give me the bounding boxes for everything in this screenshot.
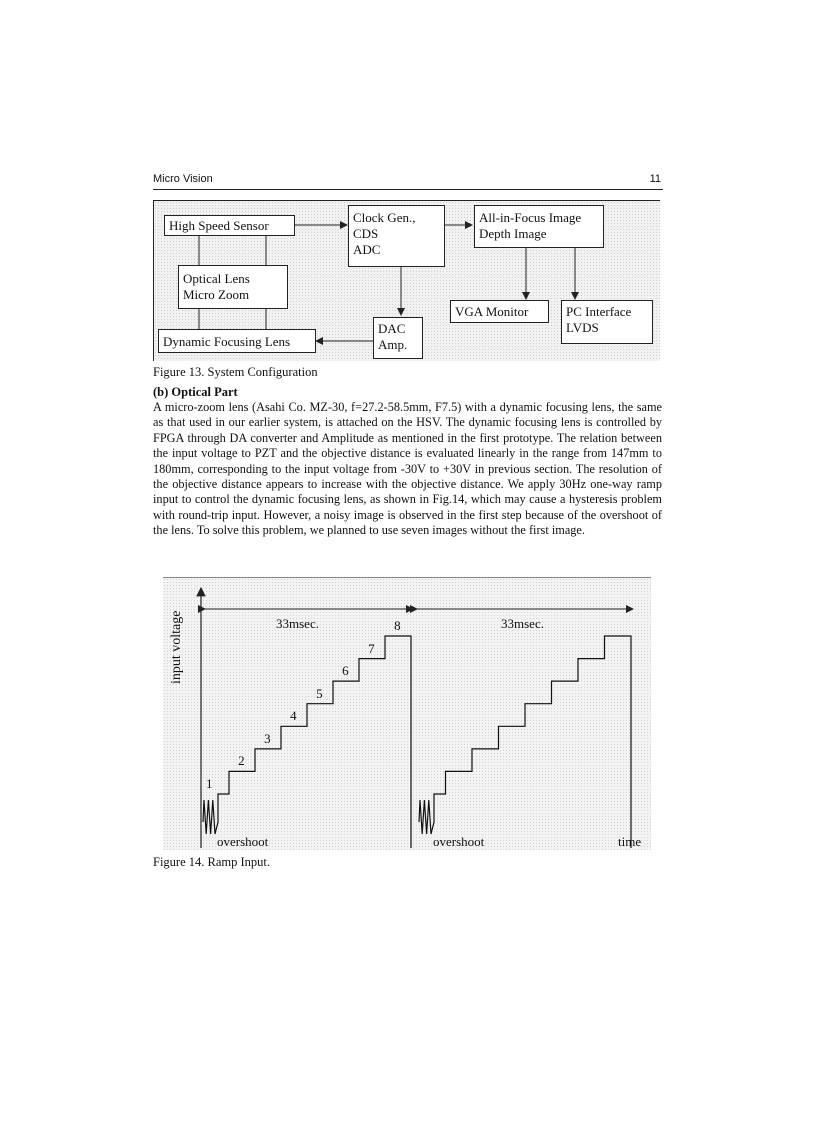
running-title: Micro Vision bbox=[153, 173, 213, 185]
cds-label: CDS bbox=[353, 226, 379, 241]
ramp-input-chart bbox=[163, 577, 651, 850]
section-title: (b) Optical Part bbox=[153, 385, 238, 399]
dynamic-focusing-lens-label: Dynamic Focusing Lens bbox=[163, 334, 291, 349]
high-speed-sensor-label: High Speed Sensor bbox=[169, 218, 269, 233]
step-number-8: 8 bbox=[394, 618, 401, 633]
high-speed-sensor-box bbox=[164, 215, 295, 236]
step-number-2: 2 bbox=[238, 753, 245, 769]
vga-monitor-label: VGA Monitor bbox=[455, 304, 529, 319]
all-in-focus-label: All-in-Focus Image bbox=[479, 210, 582, 225]
micro-zoom-label: Micro Zoom bbox=[183, 287, 250, 302]
pc-interface-label: PC Interface bbox=[566, 304, 632, 319]
step-number-3: 3 bbox=[264, 730, 271, 746]
y-axis-label: input voltage bbox=[169, 610, 184, 684]
optical-lens-box bbox=[178, 265, 288, 309]
amp-label: Amp. bbox=[378, 337, 408, 352]
running-header bbox=[153, 173, 663, 190]
figure-14-caption: Figure 14. Ramp Input. bbox=[153, 855, 271, 869]
step-number-4: 4 bbox=[290, 708, 297, 724]
step-number-1: 1 bbox=[206, 776, 213, 791]
vga-monitor-box bbox=[450, 300, 549, 323]
dac-amp-box bbox=[373, 317, 423, 359]
overshoot-label-1: overshoot bbox=[217, 834, 269, 849]
period-label-1: 33msec. bbox=[276, 616, 319, 631]
body-paragraph: A micro-zoom lens (Asahi Co. MZ-30, f=27.2-58.5mm, F7.5) with a dynamic focusing lens, the same as that used in our earlier system, is attached on the HSV. The dynamic focusing lens is controlled by FPGA through DA converter and Amplitude as mentioned in the first prototype. The relation between the input voltage to PZT and the objective distance is evaluated linearly in the range from 147mm to 180mm, corresponding to the input voltage from -30V to +30V in previous section. The resolution of the objective distance appears to increase with the objective distance. We apply 30Hz one-way ramp input to control the dynamic focusing lens, as shown in Fig.14, which may cause a hysteresis problem with round-trip input. However, a noisy image is observed in the first step because of the overshoot of the lens. To solve this problem, we planned to use seven images without the first image. bbox=[153, 400, 662, 538]
ramp-cycle-1 bbox=[203, 636, 411, 848]
time-label: time bbox=[618, 834, 642, 849]
step-number-7: 7 bbox=[368, 640, 375, 656]
all-in-focus-box bbox=[474, 205, 604, 248]
system-configuration-diagram bbox=[153, 200, 660, 361]
pc-interface-box bbox=[561, 300, 653, 344]
overshoot-label-2: overshoot bbox=[433, 834, 485, 849]
step-number-5: 5 bbox=[316, 685, 323, 701]
ramp-cycle-2 bbox=[419, 636, 631, 848]
lvds-label: LVDS bbox=[566, 320, 599, 335]
dynamic-focusing-lens-box bbox=[158, 329, 316, 353]
step-number-6: 6 bbox=[342, 663, 349, 679]
clock-gen-label: Clock Gen., bbox=[353, 210, 416, 225]
dac-label: DAC bbox=[378, 321, 406, 336]
figure-13-caption: Figure 13. System Configuration bbox=[153, 365, 318, 379]
depth-image-label: Depth Image bbox=[479, 226, 547, 241]
ramp-chart-svg bbox=[163, 578, 651, 850]
optical-lens-label: Optical Lens bbox=[183, 271, 250, 286]
clock-gen-box bbox=[348, 205, 445, 267]
adc-label: ADC bbox=[353, 242, 381, 257]
page-number: 11 bbox=[649, 173, 661, 185]
period-label-2: 33msec. bbox=[501, 616, 544, 631]
